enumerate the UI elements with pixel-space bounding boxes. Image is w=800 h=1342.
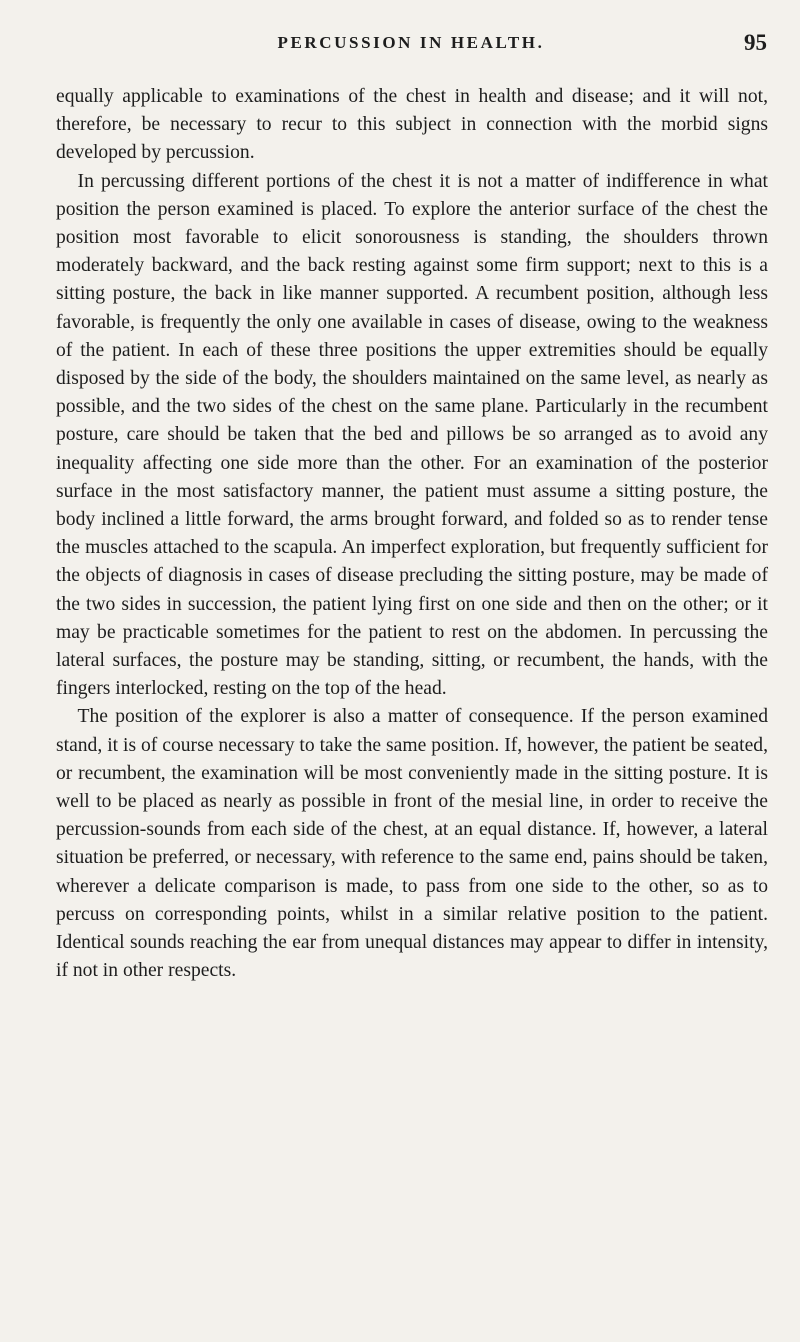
paragraph-positions-of-patient: In percussing different portions of the chest it is not a matter of indifference in what position the person examined is placed. To explore the anterior surface of the chest the position most favorable to elicit sonorousness is standing, the shoulders thrown moderately backward, and the back resting against some firm support; next to this is a sitting posture, the back in like manner supported. A recumbent position, although less favorable, is frequently the only one available in cases of disease, owing to the weakness of the patient. In each of these three positions the upper extremities should be equally disposed by the side of the body, the shoulders maintained on the same level, as nearly as possible, and the two sides of the chest on the same plane. Particularly in the recumbent posture, care should be taken that the bed and pillows be so arranged as to avoid any inequality affecting one side more than the other. For an examination of the posterior surface in the most satisfactory manner, the patient must assume a sitting posture, the body inclined a little forward, the arms brought forward, and folded so as to render tense the muscles attached to the scapula. An imperfect exploration, but frequently sufficient for the objects of diagnosis in cases of disease precluding the sitting posture, may be made of the two sides in succession, the patient lying first on one side and then on the other; or it may be practicable sometimes for the patient to rest on the abdomen. In percussing the lateral surfaces, the posture may be standing, sitting, or recumbent, the hands, with the fingers interlocked, resting on the top of the head. bbox=[56, 170, 768, 700]
running-head bbox=[55, 30, 767, 60]
running-title: PERCUSSION IN HEALTH. bbox=[277, 33, 545, 52]
paragraph-position-of-explorer: The position of the explorer is also a matter of consequence. If the person examined stand, it is of course necessary to take the same position. If, however, the patient be seated, or recumbent, the examination will be most conveniently made in the sitting posture. It is well to be placed as nearly as possible in front of the mesial line, in order to receive the percussion-sounds from each side of the chest, at an equal distance. If, however, a lateral situation be preferred, or necessary, with reference to the same end, pains should be taken, wherever a delicate comparison is made, to pass from one side to the other, so as to percuss on corresponding points, whilst in a similar relative position to the patient. Identical sounds reaching the ear from unequal distances may appear to differ in intensity, if not in other respects. bbox=[56, 706, 768, 982]
page-number: 95 bbox=[744, 30, 767, 55]
body-text bbox=[56, 83, 768, 986]
paragraph-continued: equally applicable to examinations of the chest in health and disease; and it will not, therefore, be necessary to recur to this subject in connection with the morbid signs developed by percussion. bbox=[56, 86, 768, 164]
